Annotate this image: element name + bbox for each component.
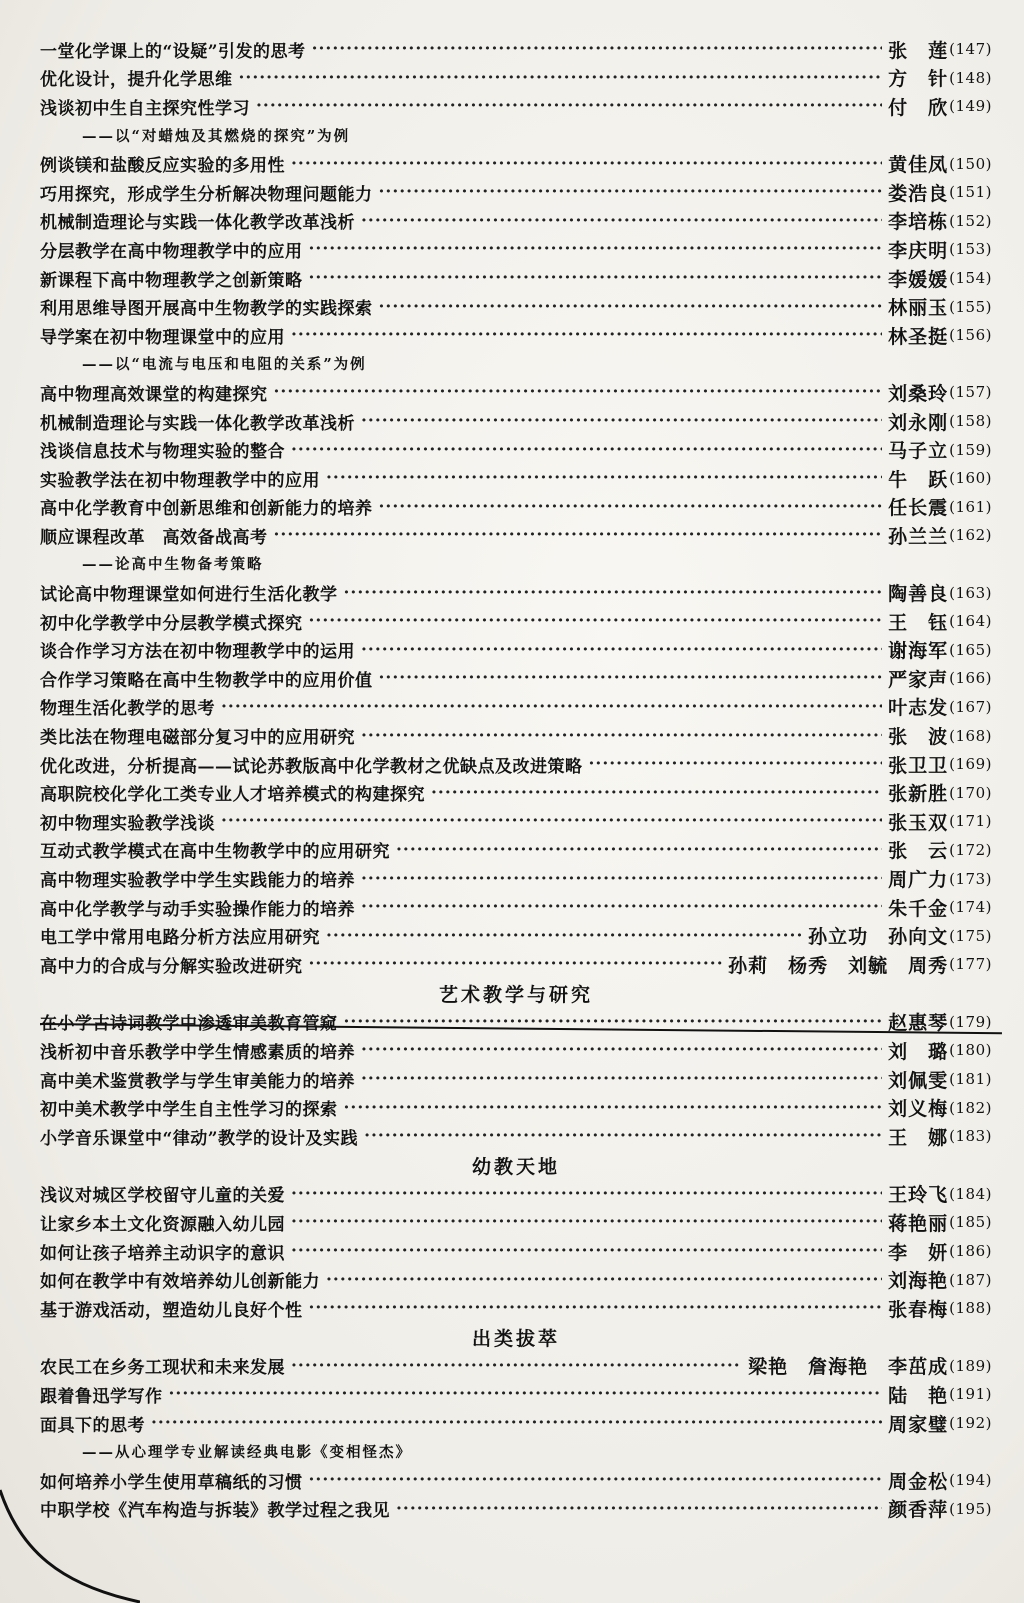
entry-author: 刘佩雯 [888, 1069, 949, 1092]
toc-entry [40, 92, 992, 121]
dot-leader [361, 897, 882, 917]
entry-author: 张 云 [888, 840, 949, 863]
toc-entry [40, 64, 992, 93]
entry-page-number: (184) [949, 1184, 992, 1203]
entry-author: 朱千金 [888, 897, 949, 920]
entry-page-number: (182) [949, 1098, 992, 1117]
entry-author: 刘义梅 [888, 1098, 949, 1121]
entry-author: 赵惠琴 [888, 1012, 949, 1035]
dot-leader [274, 382, 883, 402]
page-corner-curve [0, 1480, 140, 1603]
entry-page-number: (173) [949, 869, 992, 888]
toc-entry [40, 1208, 992, 1237]
dot-leader [309, 1298, 883, 1318]
dot-leader [291, 440, 882, 460]
dot-leader [361, 726, 882, 746]
entry-title: 高中力的合成与分解实验改进研究 [40, 956, 303, 977]
entry-page-number: (164) [949, 612, 992, 631]
toc-entry [40, 1065, 992, 1094]
entry-title: 导学案在初中物理课堂中的应用 [40, 327, 285, 348]
entry-title: 物理生活化教学的思考 [40, 699, 215, 720]
entry-author: 方 针 [888, 68, 949, 91]
dot-leader [256, 96, 882, 116]
entry-page-number: (170) [949, 783, 992, 802]
entry-title: 面具下的思考 [40, 1415, 145, 1436]
entry-author: 周家璧 [888, 1413, 949, 1436]
dot-leader [361, 640, 882, 660]
entry-page-number: (191) [949, 1385, 992, 1404]
entry-page-number: (167) [949, 697, 992, 716]
toc-entry [40, 464, 992, 493]
entry-title: 高中物理高效课堂的构建探究 [40, 384, 268, 405]
dot-leader [291, 1356, 742, 1376]
entry-author: 李培栋 [888, 211, 949, 234]
entry-title: 在小学古诗词教学中渗透审美教育管窥 [40, 1014, 338, 1035]
entry-author: 任长震 [888, 497, 949, 520]
toc-entry [40, 35, 992, 64]
dot-leader [364, 1126, 882, 1146]
entry-author: 刘永刚 [888, 411, 949, 434]
toc-entry [40, 721, 992, 750]
entry-title: 高职院校化学化工类专业人才培养模式的构建探究 [40, 785, 425, 806]
entry-author: 孙莉 杨秀 刘毓 周秀 [728, 954, 949, 977]
entry-author: 陶善良 [888, 583, 949, 606]
dot-leader [312, 39, 883, 59]
toc-entry [40, 1180, 992, 1209]
entry-title: 跟着鲁迅学写作 [40, 1386, 163, 1407]
dot-leader [589, 754, 883, 774]
entry-title: 浅谈初中生自主探究性学习 [40, 98, 250, 119]
entry-page-number: (155) [949, 297, 992, 316]
dot-leader [431, 783, 882, 803]
entry-author: 林圣挺 [888, 325, 949, 348]
entry-page-number: (157) [949, 383, 992, 402]
toc-entry [40, 750, 992, 779]
entry-author: 蒋艳丽 [888, 1212, 949, 1235]
entry-page-number: (171) [949, 812, 992, 831]
toc-entry [40, 836, 992, 865]
entry-author: 娄浩良 [888, 182, 949, 205]
entry-title: 分层教学在高中物理教学中的应用 [40, 241, 303, 262]
entry-title: 合作学习策略在高中生物教学中的应用价值 [40, 670, 373, 691]
entry-title: 高中美术鉴赏教学与学生审美能力的培养 [40, 1071, 355, 1092]
entry-author: 张 波 [888, 726, 949, 749]
entry-title: 新课程下高中物理教学之创新策略 [40, 270, 303, 291]
dot-leader [326, 1270, 882, 1290]
entry-page-number: (158) [949, 412, 992, 431]
entry-page-number: (166) [949, 669, 992, 688]
entry-title: 试论高中物理课堂如何进行生活化教学 [40, 585, 338, 606]
entry-title: 基于游戏活动，塑造幼儿良好个性 [40, 1300, 303, 1321]
toc-entry [40, 578, 992, 607]
entry-author: 梁艳 詹海艳 李茁成 [748, 1356, 949, 1379]
dot-leader [379, 182, 883, 202]
dot-leader [291, 325, 882, 345]
entry-page-number: (151) [949, 183, 992, 202]
toc-entry [40, 435, 992, 464]
entry-page-number: (175) [949, 926, 992, 945]
toc-entry [40, 1495, 992, 1524]
toc-entry [40, 864, 992, 893]
entry-page-number: (147) [949, 40, 992, 59]
entry-author: 李 妍 [888, 1241, 949, 1264]
entry-title: 如何培养小学生使用草稿纸的习惯 [40, 1472, 303, 1493]
entry-page-number: (188) [949, 1299, 992, 1318]
entry-page-number: (174) [949, 898, 992, 917]
entry-page-number: (161) [949, 497, 992, 516]
entry-page-number: (186) [949, 1242, 992, 1261]
entry-author: 王 娜 [888, 1126, 949, 1149]
entry-author: 张春梅 [888, 1298, 949, 1321]
entry-author: 颜香萍 [888, 1499, 949, 1522]
entry-author: 叶志发 [888, 697, 949, 720]
toc-entry [40, 521, 992, 550]
toc-entry [40, 321, 992, 350]
toc-entry [40, 264, 992, 293]
toc-subtitle: ——以“对蜡烛及其燃烧的探究”为例 [82, 127, 351, 145]
toc-subtitle: ——论高中生物备考策略 [82, 556, 264, 574]
dot-leader [379, 668, 883, 688]
toc-entry [40, 1265, 992, 1294]
entry-title: 机械制造理论与实践一体化教学改革浅析 [40, 413, 355, 434]
entry-page-number: (181) [949, 1070, 992, 1089]
entry-page-number: (154) [949, 269, 992, 288]
entry-title: 实验教学法在初中物理教学中的应用 [40, 470, 320, 491]
toc-entry [40, 235, 992, 264]
toc-entry [40, 178, 992, 207]
entry-author: 孙立功 孙向文 [808, 926, 949, 949]
entry-page-number: (169) [949, 755, 992, 774]
entry-title: 初中化学教学中分层教学模式探究 [40, 613, 303, 634]
dot-leader [309, 611, 883, 631]
entry-page-number: (162) [949, 526, 992, 545]
toc-entry [40, 1122, 992, 1151]
dot-leader [169, 1384, 883, 1404]
toc-subtitle: ——从心理学专业解读经典电影《变相怪杰》 [82, 1444, 412, 1462]
toc-entry [40, 664, 992, 693]
entry-title: 高中化学教育中创新思维和创新能力的培养 [40, 499, 373, 520]
entry-title: 浅谈信息技术与物理实验的整合 [40, 442, 285, 463]
toc-entry [40, 407, 992, 436]
dot-leader [274, 525, 883, 545]
entry-page-number: (185) [949, 1213, 992, 1232]
entry-title: 类比法在物理电磁部分复习中的应用研究 [40, 728, 355, 749]
entry-author: 付 欣 [888, 96, 949, 119]
dot-leader [361, 411, 882, 431]
dot-leader [291, 1212, 882, 1232]
entry-author: 陆 艳 [888, 1384, 949, 1407]
dot-leader [344, 583, 883, 603]
entry-page-number: (194) [949, 1471, 992, 1490]
toc-entry [40, 921, 992, 950]
toc-entry [40, 1237, 992, 1266]
entry-page-number: (165) [949, 640, 992, 659]
entry-author: 王玲飞 [888, 1184, 949, 1207]
entry-page-number: (152) [949, 211, 992, 230]
entry-title: 电工学中常用电路分析方法应用研究 [40, 928, 320, 949]
entry-page-number: (187) [949, 1270, 992, 1289]
dot-leader [361, 1069, 882, 1089]
entry-page-number: (195) [949, 1499, 992, 1518]
dot-leader [326, 926, 802, 946]
entry-author: 刘海艳 [888, 1270, 949, 1293]
entry-page-number: (168) [949, 726, 992, 745]
entry-author: 严家声 [888, 668, 949, 691]
entry-title: 利用思维导图开展高中生物教学的实践探索 [40, 299, 373, 320]
entry-title: 优化设计，提升化学思维 [40, 70, 233, 91]
entry-author: 林丽玉 [888, 297, 949, 320]
dot-leader [151, 1413, 882, 1433]
entry-page-number: (180) [949, 1041, 992, 1060]
toc-entry [40, 149, 992, 178]
dot-leader [379, 497, 883, 517]
toc-entry [40, 1036, 992, 1065]
dot-leader [291, 154, 882, 174]
dot-leader [239, 68, 883, 88]
dot-leader [361, 869, 882, 889]
toc-entry [40, 493, 992, 522]
toc-subtitle: ——以“电流与电压和电阻的关系”为例 [82, 356, 367, 374]
dot-leader [309, 1470, 883, 1490]
entry-page-number: (163) [949, 583, 992, 602]
entry-title: 顺应课程改革 高效备战高考 [40, 527, 268, 548]
entry-page-number: (153) [949, 240, 992, 259]
dot-leader [379, 297, 883, 317]
entry-author: 周金松 [888, 1470, 949, 1493]
toc-entry [40, 778, 992, 807]
table-of-contents [40, 35, 992, 1523]
dot-leader [221, 811, 882, 831]
toc-entry [40, 893, 992, 922]
entry-author: 张 莲 [888, 39, 949, 62]
toc-entry [40, 693, 992, 722]
entry-page-number: (192) [949, 1414, 992, 1433]
entry-title: 例谈镁和盐酸反应实验的多用性 [40, 156, 285, 177]
entry-page-number: (150) [949, 154, 992, 173]
section-heading: 艺术教学与研究 [438, 983, 593, 1006]
entry-author: 马子立 [888, 440, 949, 463]
entry-title: 初中美术教学中学生自主性学习的探索 [40, 1100, 338, 1121]
entry-title: 如何在教学中有效培养幼儿创新能力 [40, 1272, 320, 1293]
toc-entry [40, 292, 992, 321]
dot-leader [309, 268, 883, 288]
entry-author: 孙兰兰 [888, 525, 949, 548]
entry-title: 中职学校《汽车构造与拆装》教学过程之我见 [40, 1501, 390, 1522]
toc-entry [40, 1093, 992, 1122]
entry-page-number: (159) [949, 440, 992, 459]
entry-title: 高中物理实验教学中学生实践能力的培养 [40, 871, 355, 892]
dot-leader [309, 954, 723, 974]
entry-author: 谢海军 [888, 640, 949, 663]
entry-title: 浅析初中音乐教学中学生情感素质的培养 [40, 1042, 355, 1063]
dot-leader [221, 697, 882, 717]
entry-author: 张新胜 [888, 783, 949, 806]
toc-entry [40, 1409, 992, 1438]
toc-entry [40, 1380, 992, 1409]
entry-author: 刘桑玲 [888, 382, 949, 405]
entry-title: 高中化学教学与动手实验操作能力的培养 [40, 899, 355, 920]
entry-page-number: (172) [949, 840, 992, 859]
entry-author: 牛 跃 [888, 468, 949, 491]
dot-leader [291, 1184, 882, 1204]
toc-entry [40, 607, 992, 636]
entry-author: 周广力 [888, 869, 949, 892]
dot-leader [361, 211, 882, 231]
dot-leader [309, 239, 883, 259]
entry-page-number: (148) [949, 68, 992, 87]
entry-title: 小学音乐课堂中“律动”教学的设计及实践 [40, 1128, 359, 1149]
entry-title: 谈合作学习方法在初中物理教学中的运用 [40, 642, 355, 663]
entry-title: 互动式教学模式在高中生物教学中的应用研究 [40, 842, 390, 863]
entry-author: 李媛媛 [888, 268, 949, 291]
entry-title: 巧用探究，形成学生分析解决物理问题能力 [40, 184, 373, 205]
toc-entry [40, 378, 992, 407]
entry-page-number: (160) [949, 469, 992, 488]
dot-leader [396, 1499, 882, 1519]
section-heading: 幼教天地 [471, 1155, 560, 1178]
dot-leader [396, 840, 882, 860]
entry-author: 刘 璐 [888, 1040, 949, 1063]
entry-page-number: (149) [949, 97, 992, 116]
entry-page-number: (177) [949, 955, 992, 974]
dot-leader [344, 1098, 883, 1118]
entry-author: 李庆明 [888, 239, 949, 262]
toc-entry [40, 207, 992, 236]
entry-author: 张玉双 [888, 811, 949, 834]
entry-title: 让家乡本土文化资源融入幼儿园 [40, 1214, 285, 1235]
entry-author: 王 钰 [888, 611, 949, 634]
toc-entry [40, 950, 992, 979]
toc-entry [40, 807, 992, 836]
entry-title: 农民工在乡务工现状和未来发展 [40, 1358, 285, 1379]
toc-entry [40, 1466, 992, 1495]
entry-title: 如何让孩子培养主动识字的意识 [40, 1243, 285, 1264]
toc-entry [40, 1352, 992, 1381]
entry-author: 黄佳凤 [888, 154, 949, 177]
entry-title: 一堂化学课上的“设疑”引发的思考 [40, 41, 306, 62]
entry-title: 初中物理实验教学浅谈 [40, 813, 215, 834]
entry-page-number: (156) [949, 326, 992, 345]
entry-page-number: (179) [949, 1012, 992, 1031]
dot-leader [291, 1241, 882, 1261]
dot-leader [361, 1040, 882, 1060]
entry-page-number: (183) [949, 1127, 992, 1146]
section-heading: 出类拔萃 [471, 1327, 560, 1350]
entry-title: 机械制造理论与实践一体化教学改革浅析 [40, 213, 355, 234]
toc-entry [40, 1294, 992, 1323]
entry-title: 浅议对城区学校留守儿童的关爱 [40, 1186, 285, 1207]
entry-title: 优化改进，分析提高——试论苏教版高中化学教材之优缺点及改进策略 [40, 756, 583, 777]
entry-page-number: (189) [949, 1356, 992, 1375]
entry-author: 张卫卫 [888, 754, 949, 777]
dot-leader [326, 468, 882, 488]
toc-entry [40, 635, 992, 664]
